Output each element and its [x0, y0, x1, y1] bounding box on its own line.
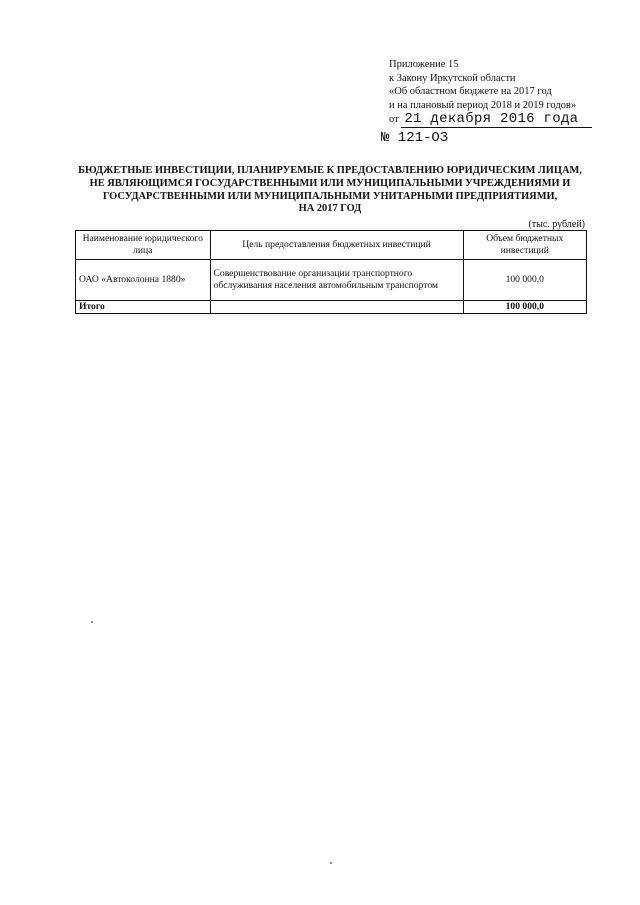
- law-number: № 121-ОЗ: [381, 130, 449, 146]
- amount-cell: 100 000,0: [463, 260, 587, 301]
- scan-speck: [330, 862, 332, 864]
- total-amount: 100 000,0: [463, 301, 587, 314]
- title-line-4: НА 2017 ГОД: [298, 203, 362, 215]
- title-line-2: НЕ ЯВЛЯЮЩИМСЯ ГОСУДАРСТВЕННЫМИ ИЛИ МУНИЦИПАЛЬНЫМИ УЧРЕЖДЕНИЯМИ И: [89, 177, 571, 189]
- header-purpose: Цель предоставления бюджетных инвестиций: [210, 231, 463, 260]
- law-reference: к Закону Иркутской области: [389, 72, 516, 84]
- investments-table: [75, 230, 587, 314]
- document-title: [70, 165, 590, 216]
- appendix-header: [389, 58, 619, 127]
- law-date-line: [389, 113, 619, 127]
- purpose-cell: Совершенствование организации транспортного обслуживания населения автомобильным транспортом: [210, 260, 463, 301]
- table-header-row: [76, 231, 587, 260]
- header-legal-entity: Наименование юридического лица: [76, 231, 211, 260]
- header-amount: Объем бюджетных инвестиций: [463, 231, 587, 260]
- appendix-number: Приложение 15: [389, 59, 459, 70]
- total-label: Итого: [76, 301, 211, 314]
- table-row: [76, 260, 587, 301]
- title-line-3: ГОСУДАРСТВЕННЫМИ ИЛИ МУНИЦИПАЛЬНЫМИ УНИТАРНЫМИ ПРЕДПРИЯТИЯМИ,: [102, 190, 558, 202]
- planning-period: и на плановый период 2018 и 2019 годов»: [389, 99, 577, 111]
- date-prefix: от: [389, 114, 399, 126]
- title-line-1: БЮДЖЕТНЫЕ ИНВЕСТИЦИИ, ПЛАНИРУЕМЫЕ К ПРЕДОСТАВЛЕНИЮ ЮРИДИЧЕСКИМ ЛИЦАМ,: [78, 165, 582, 176]
- budget-law-title: «Об областном бюджете на 2017 год: [389, 86, 552, 98]
- units-label: (тыс. рублей): [528, 219, 585, 230]
- legal-entity-cell: ОАО «Автоколонна 1880»: [76, 260, 211, 301]
- total-row: [76, 301, 587, 314]
- scan-speck: [91, 621, 93, 623]
- law-date: 21 декабря 2016 года: [401, 111, 592, 128]
- total-purpose-cell: [210, 301, 463, 314]
